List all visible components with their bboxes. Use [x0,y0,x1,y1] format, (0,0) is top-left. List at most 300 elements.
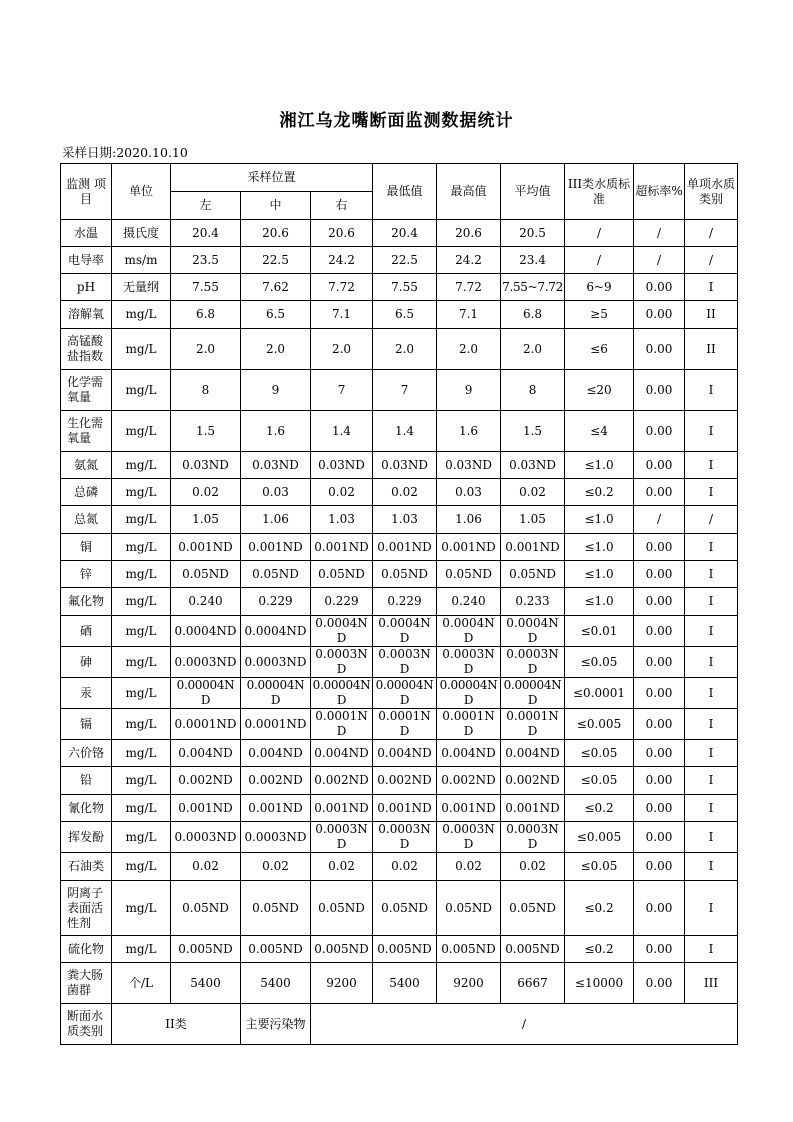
cell-avg: 0.001ND [501,795,565,822]
cell-unit: mg/L [112,647,171,678]
cell-unit: mg/L [112,534,171,561]
cell-exceed: 0.00 [634,881,685,936]
footer-row [61,1004,738,1045]
cell-max: 20.6 [437,220,501,247]
cell-category: I [685,411,738,452]
table-row [61,767,738,795]
cell-max: 0.001ND [437,534,501,561]
cell-standard: ≤1.0 [565,561,634,588]
cell-item: 氰化物 [61,795,112,822]
cell-min: 0.05ND [373,881,437,936]
footer-pollutant-value: / [311,1004,738,1045]
cell-category: I [685,740,738,767]
cell-max: 0.03ND [437,452,501,479]
table-row [61,220,738,247]
table-row [61,678,738,709]
cell-right: 0.002ND [311,767,373,795]
cell-min: 2.0 [373,329,437,370]
cell-left: 0.001ND [171,534,241,561]
cell-right: 0.0003ND [311,647,373,678]
cell-max: 2.0 [437,329,501,370]
cell-avg: 0.233 [501,588,565,616]
cell-item: 铜 [61,534,112,561]
cell-left: 20.4 [171,220,241,247]
cell-min: 0.02 [373,853,437,881]
cell-right: 0.229 [311,588,373,616]
table-row [61,853,738,881]
cell-max: 7.72 [437,274,501,301]
cell-standard: ≤1.0 [565,588,634,616]
cell-left: 0.05ND [171,881,241,936]
cell-standard: ≤0.2 [565,936,634,963]
cell-min: 7 [373,370,437,411]
cell-middle: 22.5 [241,247,311,274]
cell-left: 6.8 [171,301,241,329]
cell-item: 生化需氧量 [61,411,112,452]
cell-left: 0.004ND [171,740,241,767]
cell-exceed: 0.00 [634,301,685,329]
cell-left: 0.02 [171,479,241,506]
cell-avg: 8 [501,370,565,411]
cell-standard: ≤0.01 [565,616,634,647]
cell-unit: 个/L [112,963,171,1004]
cell-max: 0.004ND [437,740,501,767]
cell-standard: ≤0.05 [565,647,634,678]
cell-middle: 0.0003ND [241,822,311,853]
cell-item: 阴离子表面活性剂 [61,881,112,936]
cell-right: 0.05ND [311,881,373,936]
cell-min: 5400 [373,963,437,1004]
cell-max: 24.2 [437,247,501,274]
cell-item: 化学需氧量 [61,370,112,411]
cell-middle: 0.03 [241,479,311,506]
table-row [61,506,738,534]
cell-standard: ≤0.05 [565,767,634,795]
cell-right: 1.4 [311,411,373,452]
cell-item: 锌 [61,561,112,588]
cell-right: 7.1 [311,301,373,329]
cell-min: 0.00004ND [373,678,437,709]
cell-middle: 0.0003ND [241,647,311,678]
cell-unit: mg/L [112,616,171,647]
cell-exceed: 0.00 [634,479,685,506]
cell-unit: mg/L [112,506,171,534]
cell-exceed: 0.00 [634,795,685,822]
cell-middle: 0.05ND [241,561,311,588]
cell-min: 0.0003ND [373,647,437,678]
cell-exceed: 0.00 [634,709,685,740]
cell-item: 粪大肠菌群 [61,963,112,1004]
cell-left: 0.0003ND [171,647,241,678]
cell-avg: 0.001ND [501,534,565,561]
cell-unit: 摄氏度 [112,220,171,247]
cell-left: 7.55 [171,274,241,301]
table-row [61,479,738,506]
cell-right: 2.0 [311,329,373,370]
cell-exceed: / [634,220,685,247]
cell-right: 0.02 [311,853,373,881]
cell-middle: 0.001ND [241,795,311,822]
cell-min: 0.005ND [373,936,437,963]
cell-category: I [685,678,738,709]
cell-min: 0.229 [373,588,437,616]
cell-middle: 5400 [241,963,311,1004]
cell-item: 铅 [61,767,112,795]
cell-right: 0.001ND [311,534,373,561]
cell-exceed: / [634,506,685,534]
cell-left: 8 [171,370,241,411]
cell-category: I [685,274,738,301]
cell-exceed: 0.00 [634,561,685,588]
cell-avg: 6667 [501,963,565,1004]
cell-max: 9 [437,370,501,411]
cell-right: 0.03ND [311,452,373,479]
cell-middle: 0.00004ND [241,678,311,709]
cell-max: 0.240 [437,588,501,616]
cell-max: 0.00004ND [437,678,501,709]
table-row [61,936,738,963]
cell-max: 0.05ND [437,881,501,936]
cell-min: 6.5 [373,301,437,329]
cell-standard: ≤0.2 [565,881,634,936]
table-row [61,709,738,740]
cell-unit: mg/L [112,588,171,616]
header-max: 最高值 [437,164,501,220]
cell-exceed: 0.00 [634,370,685,411]
cell-item: 汞 [61,678,112,709]
cell-right: 7 [311,370,373,411]
cell-item: 氟化物 [61,588,112,616]
cell-exceed: 0.00 [634,853,685,881]
cell-item: pH [61,274,112,301]
cell-standard: ≤0.005 [565,709,634,740]
table-row [61,301,738,329]
cell-middle: 0.004ND [241,740,311,767]
cell-unit: mg/L [112,936,171,963]
cell-unit: mg/L [112,678,171,709]
cell-category: I [685,767,738,795]
cell-left: 0.00004ND [171,678,241,709]
cell-unit: ms/m [112,247,171,274]
cell-min: 0.03ND [373,452,437,479]
table-row [61,561,738,588]
cell-category: II [685,301,738,329]
cell-unit: mg/L [112,452,171,479]
cell-max: 0.02 [437,853,501,881]
cell-category: I [685,479,738,506]
cell-standard: / [565,220,634,247]
header-position: 采样位置 [171,164,373,192]
cell-right: 0.0001ND [311,709,373,740]
header-item: 监测 项目 [61,164,112,220]
cell-category: I [685,588,738,616]
cell-category: I [685,370,738,411]
header-left: 左 [171,192,241,220]
cell-unit: mg/L [112,329,171,370]
cell-standard: ≤0.2 [565,795,634,822]
cell-standard: ≤0.005 [565,822,634,853]
header-category: 单项水质类别 [685,164,738,220]
cell-right: 0.005ND [311,936,373,963]
cell-avg: 0.004ND [501,740,565,767]
table-row [61,740,738,767]
cell-middle: 0.02 [241,853,311,881]
cell-exceed: 0.00 [634,411,685,452]
cell-avg: 2.0 [501,329,565,370]
cell-category: I [685,452,738,479]
cell-left: 0.001ND [171,795,241,822]
cell-right: 0.0003ND [311,822,373,853]
header-standard: III类水质标准 [565,164,634,220]
cell-right: 0.05ND [311,561,373,588]
cell-item: 镉 [61,709,112,740]
cell-max: 0.002ND [437,767,501,795]
cell-avg: 0.005ND [501,936,565,963]
cell-max: 0.03 [437,479,501,506]
cell-right: 1.03 [311,506,373,534]
cell-middle: 1.6 [241,411,311,452]
cell-left: 0.002ND [171,767,241,795]
cell-avg: 0.02 [501,853,565,881]
cell-item: 总氮 [61,506,112,534]
cell-category: / [685,506,738,534]
cell-avg: 0.0004ND [501,616,565,647]
cell-max: 1.06 [437,506,501,534]
cell-unit: mg/L [112,853,171,881]
cell-min: 0.004ND [373,740,437,767]
cell-max: 1.6 [437,411,501,452]
cell-min: 0.001ND [373,795,437,822]
cell-item: 挥发酚 [61,822,112,853]
sample-date: 采样日期:2020.10.10 [62,145,188,160]
cell-unit: mg/L [112,561,171,588]
cell-unit: mg/L [112,767,171,795]
table-row [61,588,738,616]
cell-middle: 0.005ND [241,936,311,963]
cell-standard: ≤10000 [565,963,634,1004]
table-row [61,247,738,274]
cell-category: I [685,881,738,936]
cell-unit: mg/L [112,740,171,767]
table-row [61,647,738,678]
cell-category: I [685,561,738,588]
cell-right: 24.2 [311,247,373,274]
cell-category: I [685,709,738,740]
cell-middle: 0.03ND [241,452,311,479]
cell-item: 水温 [61,220,112,247]
cell-right: 20.6 [311,220,373,247]
cell-standard: ≤0.05 [565,853,634,881]
cell-left: 1.05 [171,506,241,534]
cell-category: I [685,822,738,853]
cell-min: 1.4 [373,411,437,452]
header-middle: 中 [241,192,311,220]
cell-left: 0.240 [171,588,241,616]
cell-min: 20.4 [373,220,437,247]
cell-category: I [685,795,738,822]
cell-unit: mg/L [112,479,171,506]
table-row [61,534,738,561]
cell-avg: 0.0001ND [501,709,565,740]
cell-category: I [685,853,738,881]
table-row [61,881,738,936]
cell-avg: 0.05ND [501,881,565,936]
table-row [61,370,738,411]
cell-avg: 7.55~7.72 [501,274,565,301]
cell-left: 23.5 [171,247,241,274]
cell-unit: mg/L [112,411,171,452]
cell-exceed: / [634,247,685,274]
cell-unit: mg/L [112,709,171,740]
cell-max: 0.0003ND [437,647,501,678]
table-row [61,411,738,452]
cell-avg: 0.002ND [501,767,565,795]
cell-standard: / [565,247,634,274]
cell-avg: 0.03ND [501,452,565,479]
cell-middle: 0.229 [241,588,311,616]
cell-exceed: 0.00 [634,767,685,795]
cell-avg: 0.05ND [501,561,565,588]
cell-unit: mg/L [112,881,171,936]
cell-middle: 20.6 [241,220,311,247]
cell-left: 0.0004ND [171,616,241,647]
cell-middle: 2.0 [241,329,311,370]
cell-left: 0.02 [171,853,241,881]
cell-standard: ≤0.0001 [565,678,634,709]
cell-item: 硒 [61,616,112,647]
cell-standard: ≤6 [565,329,634,370]
cell-right: 0.00004ND [311,678,373,709]
cell-avg: 6.8 [501,301,565,329]
cell-max: 0.001ND [437,795,501,822]
cell-category: I [685,534,738,561]
footer-pollutant-label: 主要污染物 [241,1004,311,1045]
cell-standard: ≥5 [565,301,634,329]
cell-middle: 0.0004ND [241,616,311,647]
cell-left: 0.0001ND [171,709,241,740]
cell-max: 0.005ND [437,936,501,963]
cell-category: I [685,647,738,678]
cell-left: 0.03ND [171,452,241,479]
cell-category: III [685,963,738,1004]
cell-category: / [685,247,738,274]
footer-label: 断面水质类别 [61,1004,112,1045]
cell-max: 0.0001ND [437,709,501,740]
cell-max: 0.05ND [437,561,501,588]
footer-class-value: II类 [112,1004,241,1045]
cell-middle: 0.001ND [241,534,311,561]
cell-right: 7.72 [311,274,373,301]
cell-standard: ≤1.0 [565,506,634,534]
cell-middle: 9 [241,370,311,411]
cell-min: 7.55 [373,274,437,301]
cell-exceed: 0.00 [634,822,685,853]
cell-item: 石油类 [61,853,112,881]
cell-exceed: 0.00 [634,647,685,678]
monitoring-table [60,163,738,1045]
cell-middle: 1.06 [241,506,311,534]
cell-min: 0.0004ND [373,616,437,647]
cell-right: 9200 [311,963,373,1004]
header-right: 右 [311,192,373,220]
cell-right: 0.004ND [311,740,373,767]
cell-category: I [685,936,738,963]
cell-avg: 0.00004ND [501,678,565,709]
cell-item: 六价铬 [61,740,112,767]
header-avg: 平均值 [501,164,565,220]
cell-standard: ≤0.05 [565,740,634,767]
cell-right: 0.02 [311,479,373,506]
page-title: 湘江乌龙嘴断面监测数据统计 [279,111,514,131]
cell-middle: 0.002ND [241,767,311,795]
cell-standard: ≤4 [565,411,634,452]
cell-exceed: 0.00 [634,616,685,647]
cell-left: 0.0003ND [171,822,241,853]
table-row [61,616,738,647]
cell-standard: 6~9 [565,274,634,301]
cell-min: 0.02 [373,479,437,506]
cell-avg: 1.05 [501,506,565,534]
cell-unit: 无量纲 [112,274,171,301]
cell-middle: 0.0001ND [241,709,311,740]
cell-exceed: 0.00 [634,452,685,479]
cell-min: 0.0003ND [373,822,437,853]
cell-left: 0.005ND [171,936,241,963]
cell-avg: 0.0003ND [501,647,565,678]
cell-exceed: 0.00 [634,329,685,370]
cell-avg: 0.0003ND [501,822,565,853]
cell-item: 高锰酸盐指数 [61,329,112,370]
cell-category: I [685,616,738,647]
cell-avg: 23.4 [501,247,565,274]
cell-item: 总磷 [61,479,112,506]
cell-exceed: 0.00 [634,740,685,767]
cell-exceed: 0.00 [634,274,685,301]
cell-min: 0.002ND [373,767,437,795]
cell-item: 砷 [61,647,112,678]
cell-middle: 0.05ND [241,881,311,936]
cell-exceed: 0.00 [634,936,685,963]
table-row [61,963,738,1004]
table-row [61,452,738,479]
cell-avg: 0.02 [501,479,565,506]
cell-left: 5400 [171,963,241,1004]
cell-unit: mg/L [112,822,171,853]
cell-standard: ≤1.0 [565,534,634,561]
table-row [61,274,738,301]
cell-max: 7.1 [437,301,501,329]
cell-middle: 6.5 [241,301,311,329]
cell-min: 0.001ND [373,534,437,561]
cell-right: 0.001ND [311,795,373,822]
cell-exceed: 0.00 [634,678,685,709]
cell-category: II [685,329,738,370]
table-row [61,795,738,822]
cell-max: 0.0004ND [437,616,501,647]
cell-middle: 7.62 [241,274,311,301]
header-min: 最低值 [373,164,437,220]
cell-standard: ≤0.2 [565,479,634,506]
cell-standard: ≤1.0 [565,452,634,479]
cell-avg: 1.5 [501,411,565,452]
table-row [61,329,738,370]
cell-min: 0.05ND [373,561,437,588]
cell-right: 0.0004ND [311,616,373,647]
cell-left: 0.05ND [171,561,241,588]
cell-unit: mg/L [112,370,171,411]
cell-item: 氨氮 [61,452,112,479]
cell-unit: mg/L [112,795,171,822]
